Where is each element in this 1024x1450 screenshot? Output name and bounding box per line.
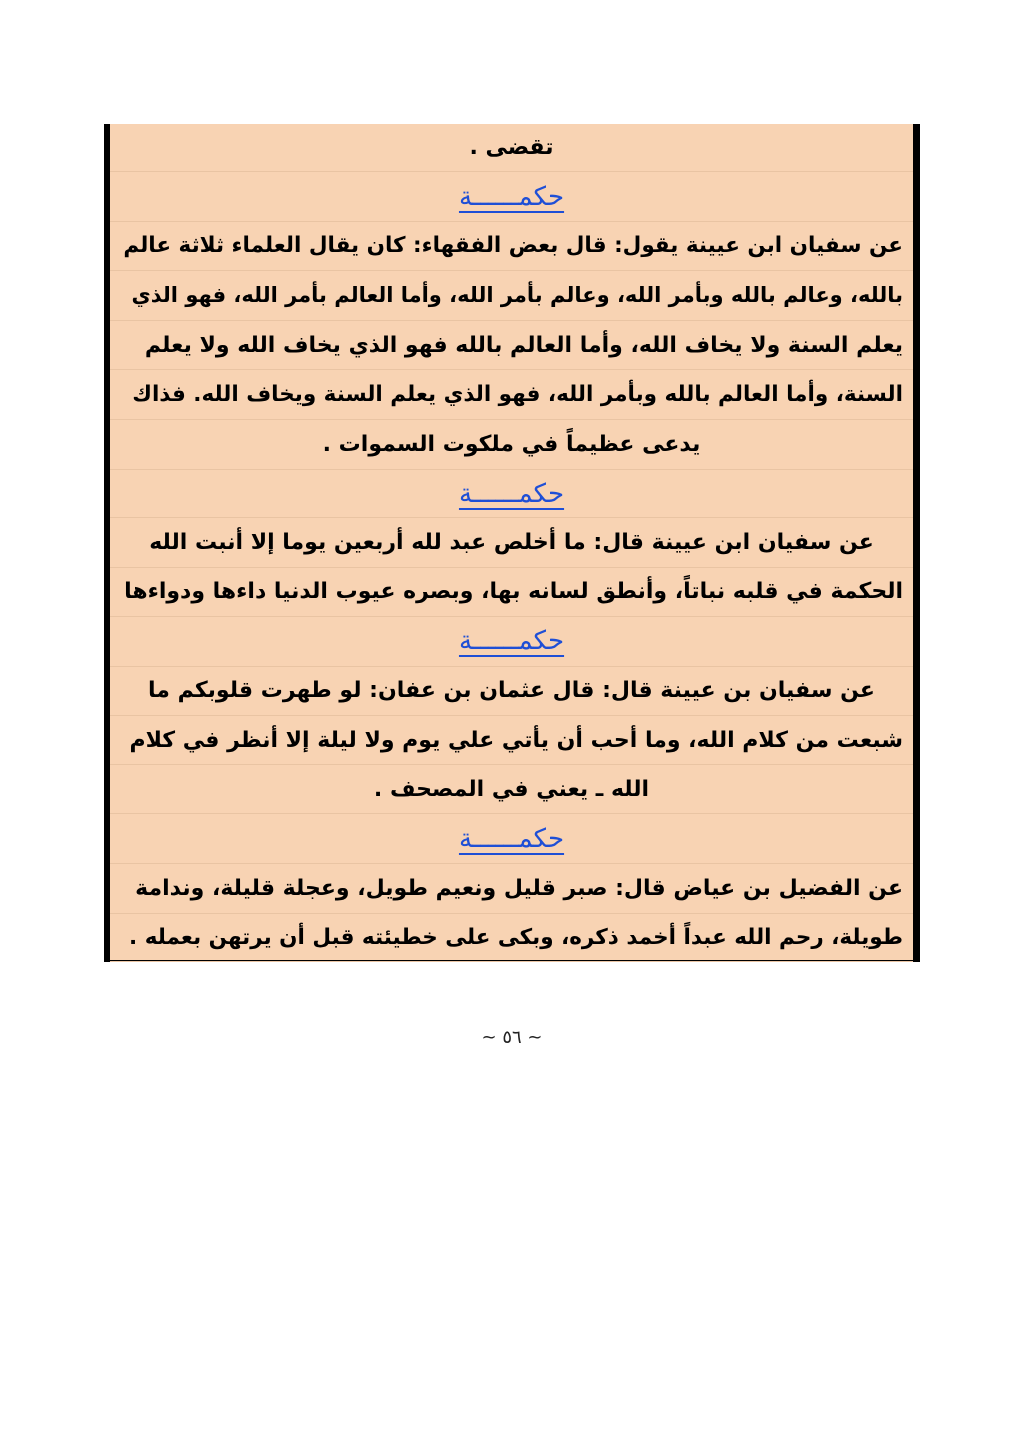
text-line bbox=[110, 765, 913, 814]
text-line bbox=[110, 370, 913, 420]
text-line bbox=[110, 271, 913, 321]
line-text: عن سفيان ابن عيينة قال: ما أخلص عبد لله أربعين يوما إلا أنبت الله bbox=[149, 529, 874, 555]
line-text: طويلة، رحم الله عبداً أخمد ذكره، وبكى على خطيئته قبل أن يرتهن بعمله . bbox=[129, 924, 903, 950]
heading-link[interactable]: حكمــــــة bbox=[458, 626, 565, 657]
text-line bbox=[110, 716, 913, 765]
text-line bbox=[110, 667, 913, 717]
line-text: تقضى . bbox=[469, 135, 554, 161]
text-line bbox=[110, 321, 913, 371]
text-line bbox=[110, 124, 913, 172]
heading-link[interactable]: حكمــــــة bbox=[458, 478, 565, 509]
page-number: ~ ٥٦ ~ bbox=[481, 1027, 543, 1048]
line-text: شبعت من كلام الله، وما أحب أن يأتي علي يوم ولا ليلة إلا أنظر في كلام bbox=[129, 727, 903, 753]
text-line bbox=[110, 914, 913, 962]
text-line bbox=[110, 864, 913, 914]
heading-link[interactable]: حكمــــــة bbox=[458, 181, 565, 212]
line-text: يدعى عظيماً في ملكوت السموات . bbox=[322, 432, 701, 457]
line-text: الحكمة في قلبه نباتاً، وأنطق لسانه بها، وبصره عيوب الدنيا داءها ودواءها bbox=[124, 579, 903, 605]
section-heading[interactable] bbox=[110, 470, 913, 518]
line-text: عن الفضيل بن عياض قال: صبر قليل ونعيم طويل، وعجلة قليلة، وندامة bbox=[135, 875, 903, 901]
section-heading[interactable] bbox=[110, 617, 913, 667]
line-text: السنة، وأما العالم بالله وبأمر الله، فهو الذي يعلم السنة ويخاف الله. فذاك bbox=[132, 382, 903, 408]
text-line bbox=[110, 420, 913, 470]
line-text: عن سفيان ابن عيينة يقول: قال بعض الفقهاء: كان يقال العلماء ثلاثة عالم bbox=[123, 233, 903, 259]
content-panel bbox=[104, 124, 920, 962]
line-text: الله ـ يعني في المصحف . bbox=[373, 776, 650, 802]
line-text: يعلم السنة ولا يخاف الله، وأما العالم بالله فهو الذي يخاف الله ولا يعلم bbox=[144, 332, 903, 358]
heading-link[interactable]: حكمــــــة bbox=[458, 823, 565, 854]
section-heading[interactable] bbox=[110, 814, 913, 864]
section-heading[interactable] bbox=[110, 172, 913, 222]
text-line bbox=[110, 222, 913, 271]
text-line bbox=[110, 568, 913, 617]
text-line bbox=[110, 518, 913, 568]
line-text: بالله، وعالم بالله وبأمر الله، وعالم بأمر الله، وأما العالم بأمر الله، فهو الذي bbox=[131, 283, 903, 308]
line-text: عن سفيان بن عيينة قال: قال عثمان بن عفان: لو طهرت قلوبكم ما bbox=[148, 678, 875, 704]
